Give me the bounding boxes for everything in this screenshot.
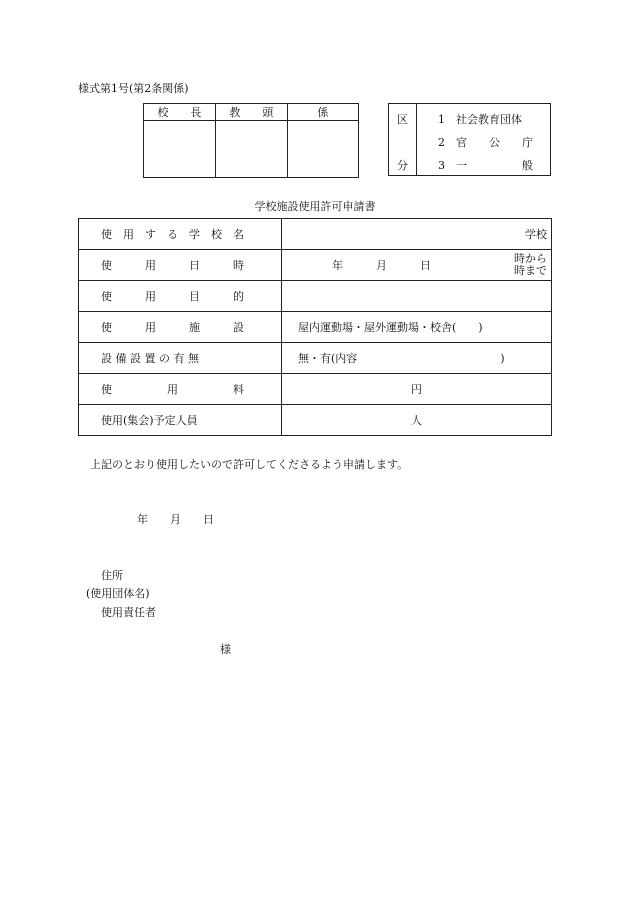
classification-item-number: 2 bbox=[438, 136, 445, 149]
classification-item[interactable] bbox=[438, 134, 533, 150]
school-name-field[interactable] bbox=[282, 219, 552, 250]
classification-label-top: 区 bbox=[397, 113, 408, 126]
form-number-label: 様式第1号(第2条関係) bbox=[78, 82, 189, 95]
vice-principal-stamp-cell[interactable] bbox=[215, 121, 287, 178]
purpose-label: 使 用 目 的 bbox=[79, 281, 282, 312]
date-field[interactable]: 年 月 日 bbox=[282, 250, 453, 281]
facility-field[interactable]: 屋内運動場・屋外運動場・校舎( ) bbox=[282, 312, 552, 343]
purpose-field[interactable] bbox=[282, 281, 552, 312]
classification-item-text: 一 般 bbox=[456, 159, 533, 172]
school-name-label: 使 用 す る 学 校 名 bbox=[79, 219, 282, 250]
classification-box bbox=[388, 103, 551, 176]
principal-header: 校 長 bbox=[144, 104, 216, 121]
equipment-field[interactable]: 無・有(内容 ) bbox=[282, 343, 552, 374]
datetime-label: 使 用 日 時 bbox=[79, 250, 282, 281]
responsible-person-label: 使用責任者 bbox=[101, 606, 156, 619]
classification-label-bottom: 分 bbox=[397, 159, 408, 172]
principal-stamp-cell[interactable] bbox=[144, 121, 216, 178]
classification-item-number: 3 bbox=[438, 159, 445, 172]
staff-stamp-cell[interactable] bbox=[287, 121, 358, 178]
people-label: 使用(集会)予定人員 bbox=[79, 405, 282, 436]
school-suffix: 学校 bbox=[525, 228, 547, 241]
address-label: 住所 bbox=[101, 569, 123, 582]
classification-item-text: 社会教育団体 bbox=[456, 113, 522, 126]
staff-header: 係 bbox=[287, 104, 358, 121]
application-table bbox=[78, 218, 552, 436]
document-title: 学校施設使用許可申請書 bbox=[254, 200, 376, 213]
time-from: 時から bbox=[514, 252, 547, 265]
fee-field[interactable]: 円 bbox=[282, 374, 552, 405]
approval-stamp-table bbox=[143, 103, 359, 178]
classification-item-text: 官 公 庁 bbox=[456, 136, 533, 149]
fee-label: 使 用 料 bbox=[79, 374, 282, 405]
group-name-label: (使用団体名) bbox=[86, 587, 150, 600]
classification-item[interactable] bbox=[438, 157, 533, 173]
facility-label: 使 用 施 設 bbox=[79, 312, 282, 343]
time-field[interactable] bbox=[452, 250, 552, 281]
people-field[interactable]: 人 bbox=[282, 405, 552, 436]
classification-item-number: 1 bbox=[438, 113, 445, 126]
application-date[interactable]: 年 月 日 bbox=[137, 513, 214, 526]
request-statement: 上記のとおり使用したいので許可してくださるよう申請します。 bbox=[90, 458, 409, 471]
vice-principal-header: 教 頭 bbox=[215, 104, 287, 121]
classification-label-column bbox=[389, 104, 417, 175]
addressee-honorific: 様 bbox=[220, 643, 231, 656]
classification-item[interactable] bbox=[438, 111, 522, 127]
time-to: 時まで bbox=[514, 264, 547, 277]
equipment-label: 設 備 設 置 の 有 無 bbox=[79, 343, 282, 374]
